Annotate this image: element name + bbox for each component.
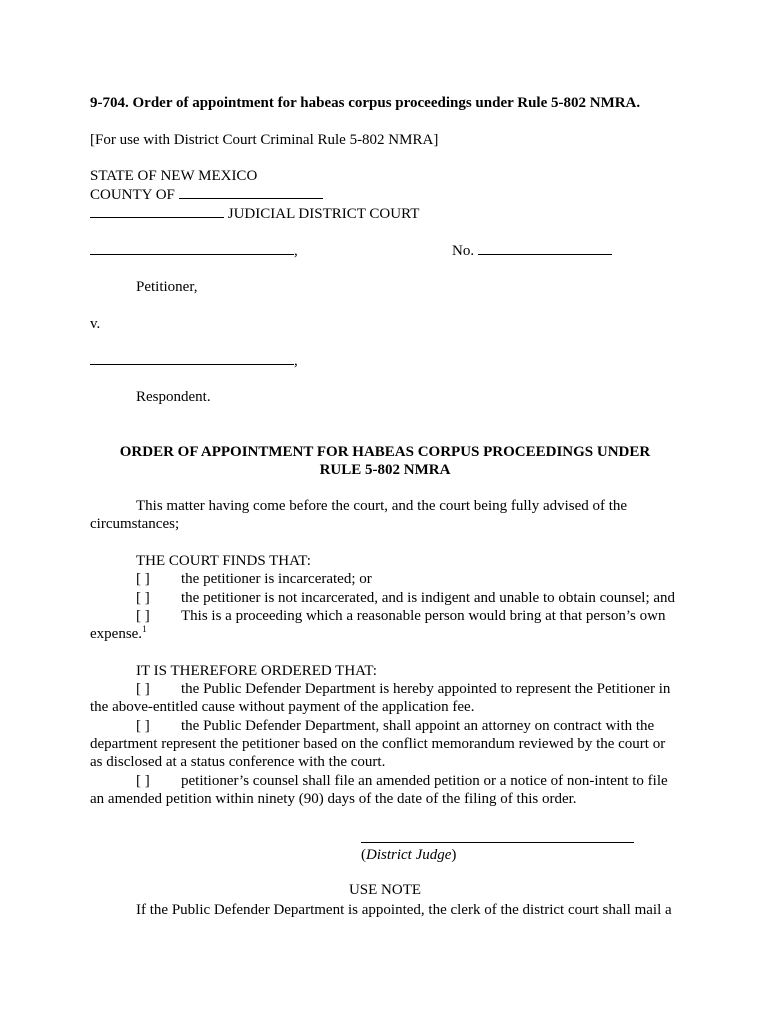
judge-label-text: District Judge: [366, 847, 452, 863]
order-item-1-cont: the above-entitled cause without payment of the application fee.: [90, 699, 475, 715]
case-number-line: [452, 241, 612, 260]
finding-3-text: This is a proceeding which a reasonable person would bring at that person’s own: [181, 608, 666, 624]
findings-heading: THE COURT FINDS THAT:: [136, 553, 311, 569]
finding-item-2: [136, 589, 675, 607]
finding-2-text: the petitioner is not incarcerated, and is indigent and unable to obtain counsel; and: [181, 590, 676, 606]
finding-item-1: [136, 570, 372, 588]
order-3-text: petitioner’s counsel shall file an amended petition or a notice of non-intent to file: [181, 773, 668, 789]
finding-item-3-cont: [90, 625, 147, 643]
respondent-name-line: [90, 351, 298, 370]
case-number-blank[interactable]: [478, 241, 612, 255]
finding-item-3: [136, 607, 665, 625]
order-item-2-cont1: department represent the petitioner based on the conflict memorandum reviewed by the court or: [90, 736, 666, 752]
county-line: [90, 185, 323, 204]
finding-2-checkbox[interactable]: [ ]: [136, 590, 150, 606]
finding-1-text: the petitioner is incarcerated; or: [181, 571, 372, 587]
petitioner-name-blank[interactable]: [90, 241, 294, 255]
finding-3-checkbox[interactable]: [ ]: [136, 608, 150, 624]
order-item-3-cont: an amended petition within ninety (90) days of the date of the filing of this order.: [90, 791, 577, 807]
case-number-label: No.: [452, 243, 475, 259]
respondent-label: Respondent.: [136, 389, 211, 405]
judge-open-paren: (: [361, 847, 366, 863]
usage-note: [For use with District Court Criminal Rule 5-802 NMRA]: [90, 132, 439, 148]
intro-line1: This matter having come before the court, and the court being fully advised of the: [136, 498, 628, 514]
court-line: [90, 204, 419, 223]
order-item-3: [136, 772, 668, 790]
use-note-text: If the Public Defender Department is appointed, the clerk of the district court shall mail a: [136, 902, 672, 918]
finding-1-checkbox[interactable]: [ ]: [136, 571, 150, 587]
intro-line2: circumstances;: [90, 516, 180, 532]
petitioner-comma: ,: [294, 243, 298, 259]
order-3-checkbox[interactable]: [ ]: [136, 773, 150, 789]
order-item-2-cont2: as disclosed at a status conference with the court.: [90, 754, 386, 770]
district-number-blank[interactable]: [90, 204, 224, 218]
court-label: JUDICIAL DISTRICT COURT: [227, 206, 420, 222]
order-title-line1: ORDER OF APPOINTMENT FOR HABEAS CORPUS PROCEEDINGS UNDER: [119, 444, 651, 460]
petitioner-label: Petitioner,: [136, 279, 198, 295]
rule-heading: 9-704. Order of appointment for habeas corpus proceedings under Rule 5-802 NMRA.: [90, 95, 641, 111]
order-item-1: [136, 680, 670, 698]
order-2-text: the Public Defender Department, shall appoint an attorney on contract with the: [181, 718, 655, 734]
order-title-line2: RULE 5-802 NMRA: [319, 462, 451, 478]
judge-label: [361, 846, 456, 864]
petitioner-name-line: [90, 241, 298, 260]
footnote-ref[interactable]: 1: [142, 624, 147, 634]
orders-heading: IT IS THEREFORE ORDERED THAT:: [136, 663, 377, 679]
county-label: COUNTY OF: [90, 187, 175, 203]
state-label: STATE OF NEW MEXICO: [90, 168, 258, 184]
order-item-2: [136, 717, 654, 735]
finding-3-text-cont: expense.: [90, 626, 143, 642]
order-1-text: the Public Defender Department is hereby appointed to represent the Petitioner in: [181, 681, 671, 697]
respondent-name-blank[interactable]: [90, 351, 294, 365]
judge-signature-line[interactable]: [361, 842, 634, 843]
versus-label: v.: [90, 316, 101, 332]
order-1-checkbox[interactable]: [ ]: [136, 681, 150, 697]
respondent-comma: ,: [294, 353, 298, 369]
order-2-checkbox[interactable]: [ ]: [136, 718, 150, 734]
judge-close-paren: ): [451, 847, 457, 863]
use-note-heading: USE NOTE: [348, 882, 422, 898]
county-blank[interactable]: [179, 185, 323, 199]
